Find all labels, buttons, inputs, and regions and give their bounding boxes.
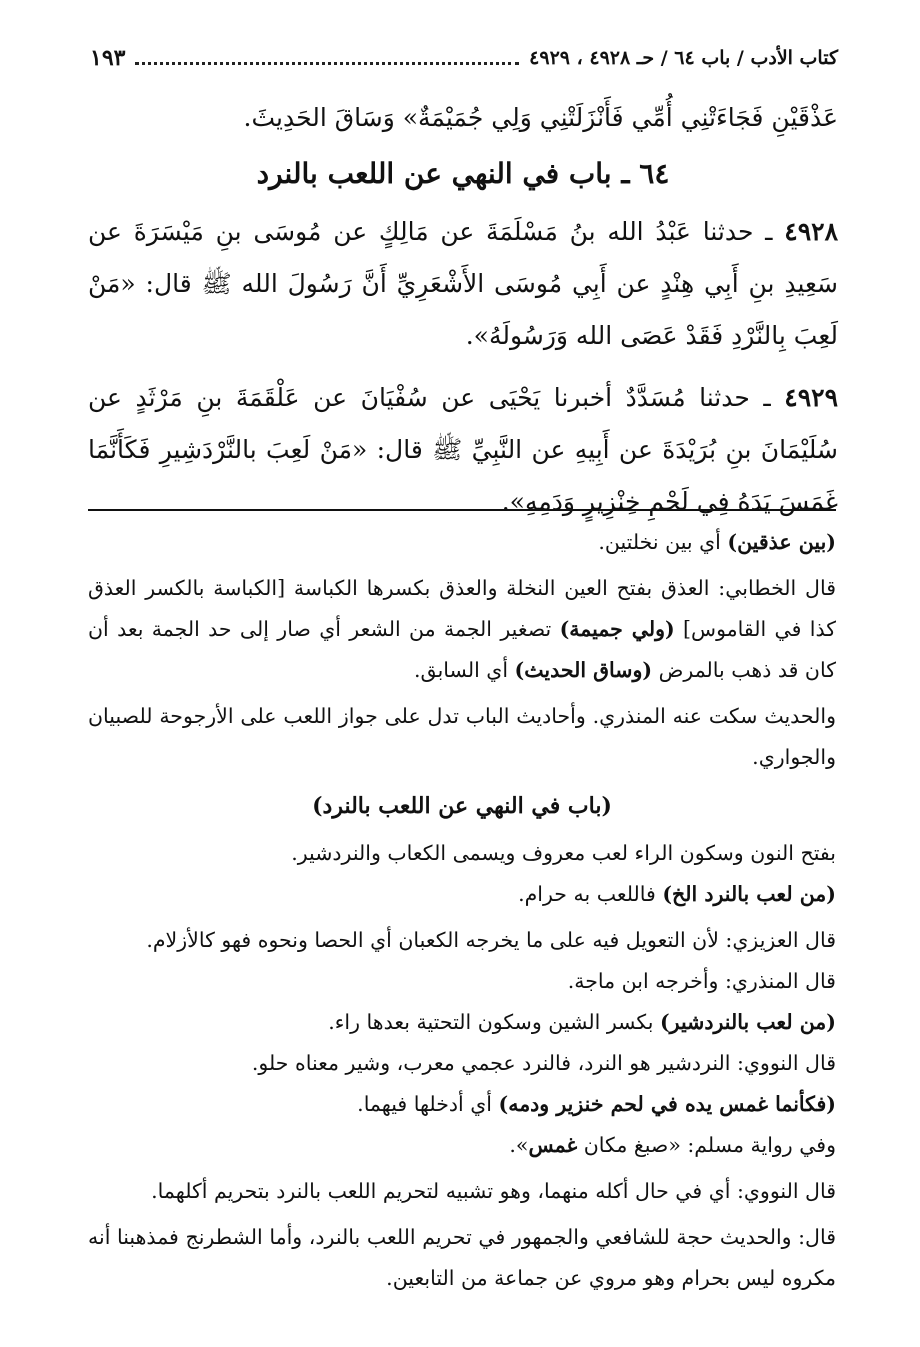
hadith-text: ـ حدثنا مُسَدَّدٌ أخبرنا يَحْيَى عن سُفْيَانَ عن عَلْقَمَةَ بنِ مَرْثَدٍ عن سُلَيْمَانَ بنِ بُرَيْدَةَ عن أَبِيهِ عن النَّبِيِّ ﷺ قال: «مَنْ لَعِبَ بالنَّرْدَشِيرِ فَكَأَنَّمَا غَمَسَ يَدَهُ فِي لَحْمِ خِنْزِيرٍ وَدَمِهِ». [88, 383, 838, 516]
page-number: ١٩٣ [90, 45, 126, 71]
commentary-paragraph [88, 568, 836, 691]
commentary-text: أي أدخلها فيهما. [357, 1092, 499, 1116]
commentary-section [88, 522, 836, 1299]
hadith-text: ـ حدثنا عَبْدُ الله بنُ مَسْلَمَةَ عن مَالِكٍ عن مُوسَى بنِ مَيْسَرَةَ عن سَعِيدِ بنِ أَبِي هِنْدٍ عن أَبِي مُوسَى الأَشْعَرِيِّ أَنَّ رَسُولَ الله ﷺ قال: «مَنْ لَعِبَ بِالنَّرْدِ فَقَدْ عَصَى الله وَرَسُولَهُ». [88, 217, 838, 350]
commentary-paragraph: بفتح النون وسكون الراء لعب معروف ويسمى الكعاب والنردشير. [291, 841, 836, 865]
commentary-text: أي السابق. [413, 658, 515, 682]
header-dotted-leader [135, 62, 519, 65]
commentary-chapter-title: (باب في النهي عن اللعب بالنرد) [312, 793, 612, 819]
commentary-term: (من لعب بالنردشير) [659, 1010, 836, 1034]
commentary-paragraph: قال المنذري: وأخرجه ابن ماجة. [567, 969, 836, 993]
commentary-paragraph: قال النووي: النردشير هو النرد، فالنرد عجمي معرب، وشير معناه حلو. [251, 1051, 836, 1075]
hadith-number: ٤٩٢٩ [784, 383, 838, 412]
commentary-term: (وساق الحديث) [514, 658, 653, 682]
commentary-term: (فكأنما غمس يده في لحم خنزير ودمه) [498, 1092, 836, 1116]
continuation-paragraph: عَذْقَيْنِ فَجَاءَتْنِي أُمِّي فَأَنْزَلَتْنِي وَلِي جُمَيْمَةٌ» وَسَاقَ الحَدِيثَ. [243, 103, 838, 132]
commentary-paragraph: والحديث سكت عنه المنذري. وأحاديث الباب تدل على جواز اللعب على الأرجوحة للصبيان والجواري. [88, 704, 836, 769]
commentary-paragraph [88, 1002, 836, 1043]
commentary-term: (ولي جميمة) [559, 617, 675, 641]
main-text [88, 92, 838, 528]
commentary-paragraph: قال العزيزي: لأن التعويل فيه على ما يخرجه الكعبان أي الحصا ونحوه فهو كالأزلام. [146, 928, 836, 952]
commentary-text: بكسر الشين وسكون التحتية بعدها راء. [328, 1010, 660, 1034]
commentary-paragraph [88, 874, 836, 915]
commentary-term: (من لعب بالنرد الخ) [662, 882, 836, 906]
hadith-4929 [88, 372, 838, 528]
chapter-title: ٦٤ ـ باب في النهي عن اللعب بالنرد [256, 157, 670, 190]
commentary-term: غمس [528, 1133, 578, 1157]
footnote-divider [88, 509, 836, 511]
commentary-paragraph [88, 1125, 836, 1166]
commentary-paragraph: قال النووي: أي في حال أكله منهما، وهو تشبيه لتحريم اللعب بالنرد بتحريم أكلهما. [151, 1179, 836, 1203]
commentary-term: (بين عذقين) [727, 530, 836, 554]
commentary-paragraph [88, 1084, 836, 1125]
commentary-paragraph [88, 522, 836, 563]
running-header [90, 38, 838, 78]
commentary-text: ». [509, 1133, 529, 1157]
commentary-text: وفي رواية مسلم: «صبغ مكان [577, 1133, 836, 1157]
commentary-text: أي بين نخلتين. [598, 530, 728, 554]
commentary-paragraph: قال: والحديث حجة للشافعي والجمهور في تحريم اللعب بالنرد، وأما الشطرنج فمذهبنا أنه مكروه ليس بحرام وهو مروي عن جماعة من التابعين. [88, 1225, 836, 1290]
commentary-text: فاللعب به حرام. [518, 882, 663, 906]
hadith-number: ٤٩٢٨ [784, 217, 838, 246]
commentary-text: قال الخطابي: العذق بفتح العين النخلة والعذق بكسرها الكباسة [الكباسة بالكسر العذق كذا في القاموس] [88, 576, 836, 641]
commentary-text: تصغير الجمة من الشعر أي صار إلى حد الجمة بعد أن كان قد ذهب بالمرض [88, 617, 836, 682]
header-title: كتاب الأدب / باب ٦٤ / حـ ٤٩٢٨ ، ٤٩٢٩ [529, 47, 838, 69]
hadith-4928 [88, 206, 838, 362]
